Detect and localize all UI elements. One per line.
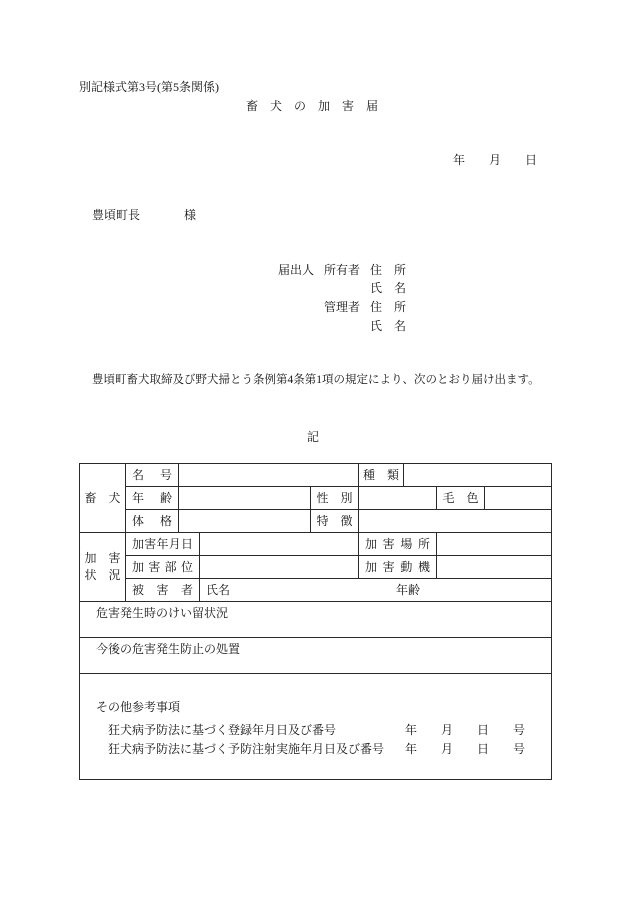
dog-age-label: 年 齢 bbox=[126, 487, 179, 510]
owner-name-label: 氏 名 bbox=[370, 281, 407, 295]
dog-name-value bbox=[179, 464, 359, 487]
restraint-row bbox=[80, 602, 552, 638]
dog-sex-label: 性 別 bbox=[311, 487, 359, 510]
statement-text: 豊頃町畜犬取締及び野犬掃とう条例第4条第1項の規定により、次のとおり届け出ます。 bbox=[92, 374, 540, 386]
damage-date-label: 加害年月日 bbox=[126, 533, 200, 556]
victim-label: 被 害 者 bbox=[126, 579, 200, 602]
vaccination-date-number: 年 月 日 号 bbox=[405, 742, 526, 756]
addressee-honorific: 様 bbox=[184, 208, 197, 222]
registration-label: 狂犬病予防法に基づく登録年月日及び番号 bbox=[108, 723, 337, 737]
document-title: 畜 犬 の 加 害 届 bbox=[246, 99, 379, 113]
damage-date-value bbox=[200, 533, 359, 556]
manager-address-label: 住 所 bbox=[370, 300, 407, 314]
damage-body-part-label: 加 害 部 位 bbox=[126, 556, 200, 579]
damage-row-3 bbox=[80, 579, 552, 602]
dog-sex-value bbox=[359, 487, 437, 510]
dog-section-label: 畜 犬 bbox=[80, 464, 126, 533]
damage-place-label: 加 害 場 所 bbox=[359, 533, 437, 556]
dog-features-value bbox=[359, 510, 552, 533]
damage-section-label-line1: 加 害 bbox=[84, 551, 121, 565]
dog-age-value bbox=[179, 487, 311, 510]
manager-label: 管理者 bbox=[324, 300, 361, 314]
dog-breed-label: 種 類 bbox=[359, 464, 404, 487]
notifier-label: 届出人 bbox=[278, 263, 315, 277]
registration-date-number: 年 月 日 号 bbox=[405, 723, 526, 737]
owner-label: 所有者 bbox=[324, 263, 361, 277]
restraint-status-label: 危害発生時のけい留状況 bbox=[80, 602, 552, 638]
submission-date: 年 月 日 bbox=[453, 153, 538, 167]
dog-coat-color-label: 毛 色 bbox=[437, 487, 485, 510]
damage-section-label-line2: 状 況 bbox=[84, 568, 121, 582]
prevention-row bbox=[80, 638, 552, 674]
other-cell bbox=[80, 674, 552, 780]
damage-motive-label: 加 害 動 機 bbox=[359, 556, 437, 579]
dog-features-label: 特 徴 bbox=[311, 510, 359, 533]
dog-row-2 bbox=[80, 487, 552, 510]
victim-value-cell bbox=[200, 579, 552, 602]
dog-name-label: 名 号 bbox=[126, 464, 179, 487]
damage-row-2 bbox=[80, 556, 552, 579]
other-label: その他参考事項 bbox=[96, 700, 181, 714]
victim-age-label: 年齢 bbox=[396, 583, 421, 597]
damage-section-label bbox=[80, 533, 126, 602]
dog-coat-color-value bbox=[485, 487, 552, 510]
dog-row-1 bbox=[80, 464, 552, 487]
dog-build-value bbox=[179, 510, 311, 533]
other-row bbox=[80, 674, 552, 780]
vaccination-label: 狂犬病予防法に基づく予防注射実施年月日及び番号 bbox=[108, 742, 385, 756]
prevention-label: 今後の危害発生防止の処置 bbox=[80, 638, 552, 674]
victim-name-label: 氏名 bbox=[206, 583, 231, 597]
ki-heading: 記 bbox=[307, 430, 320, 444]
dog-breed-value bbox=[404, 464, 552, 487]
damage-body-part-value bbox=[200, 556, 359, 579]
damage-motive-value bbox=[437, 556, 552, 579]
dog-build-label: 体 格 bbox=[126, 510, 179, 533]
report-table bbox=[79, 463, 552, 780]
manager-name-label: 氏 名 bbox=[370, 319, 407, 333]
addressee-name: 豊頃町長 bbox=[92, 208, 141, 222]
damage-row-1 bbox=[80, 533, 552, 556]
form-number: 別記様式第3号(第5条関係) bbox=[79, 80, 219, 94]
other-box bbox=[80, 674, 551, 779]
owner-address-label: 住 所 bbox=[370, 263, 407, 277]
dog-row-3 bbox=[80, 510, 552, 533]
damage-place-value bbox=[437, 533, 552, 556]
